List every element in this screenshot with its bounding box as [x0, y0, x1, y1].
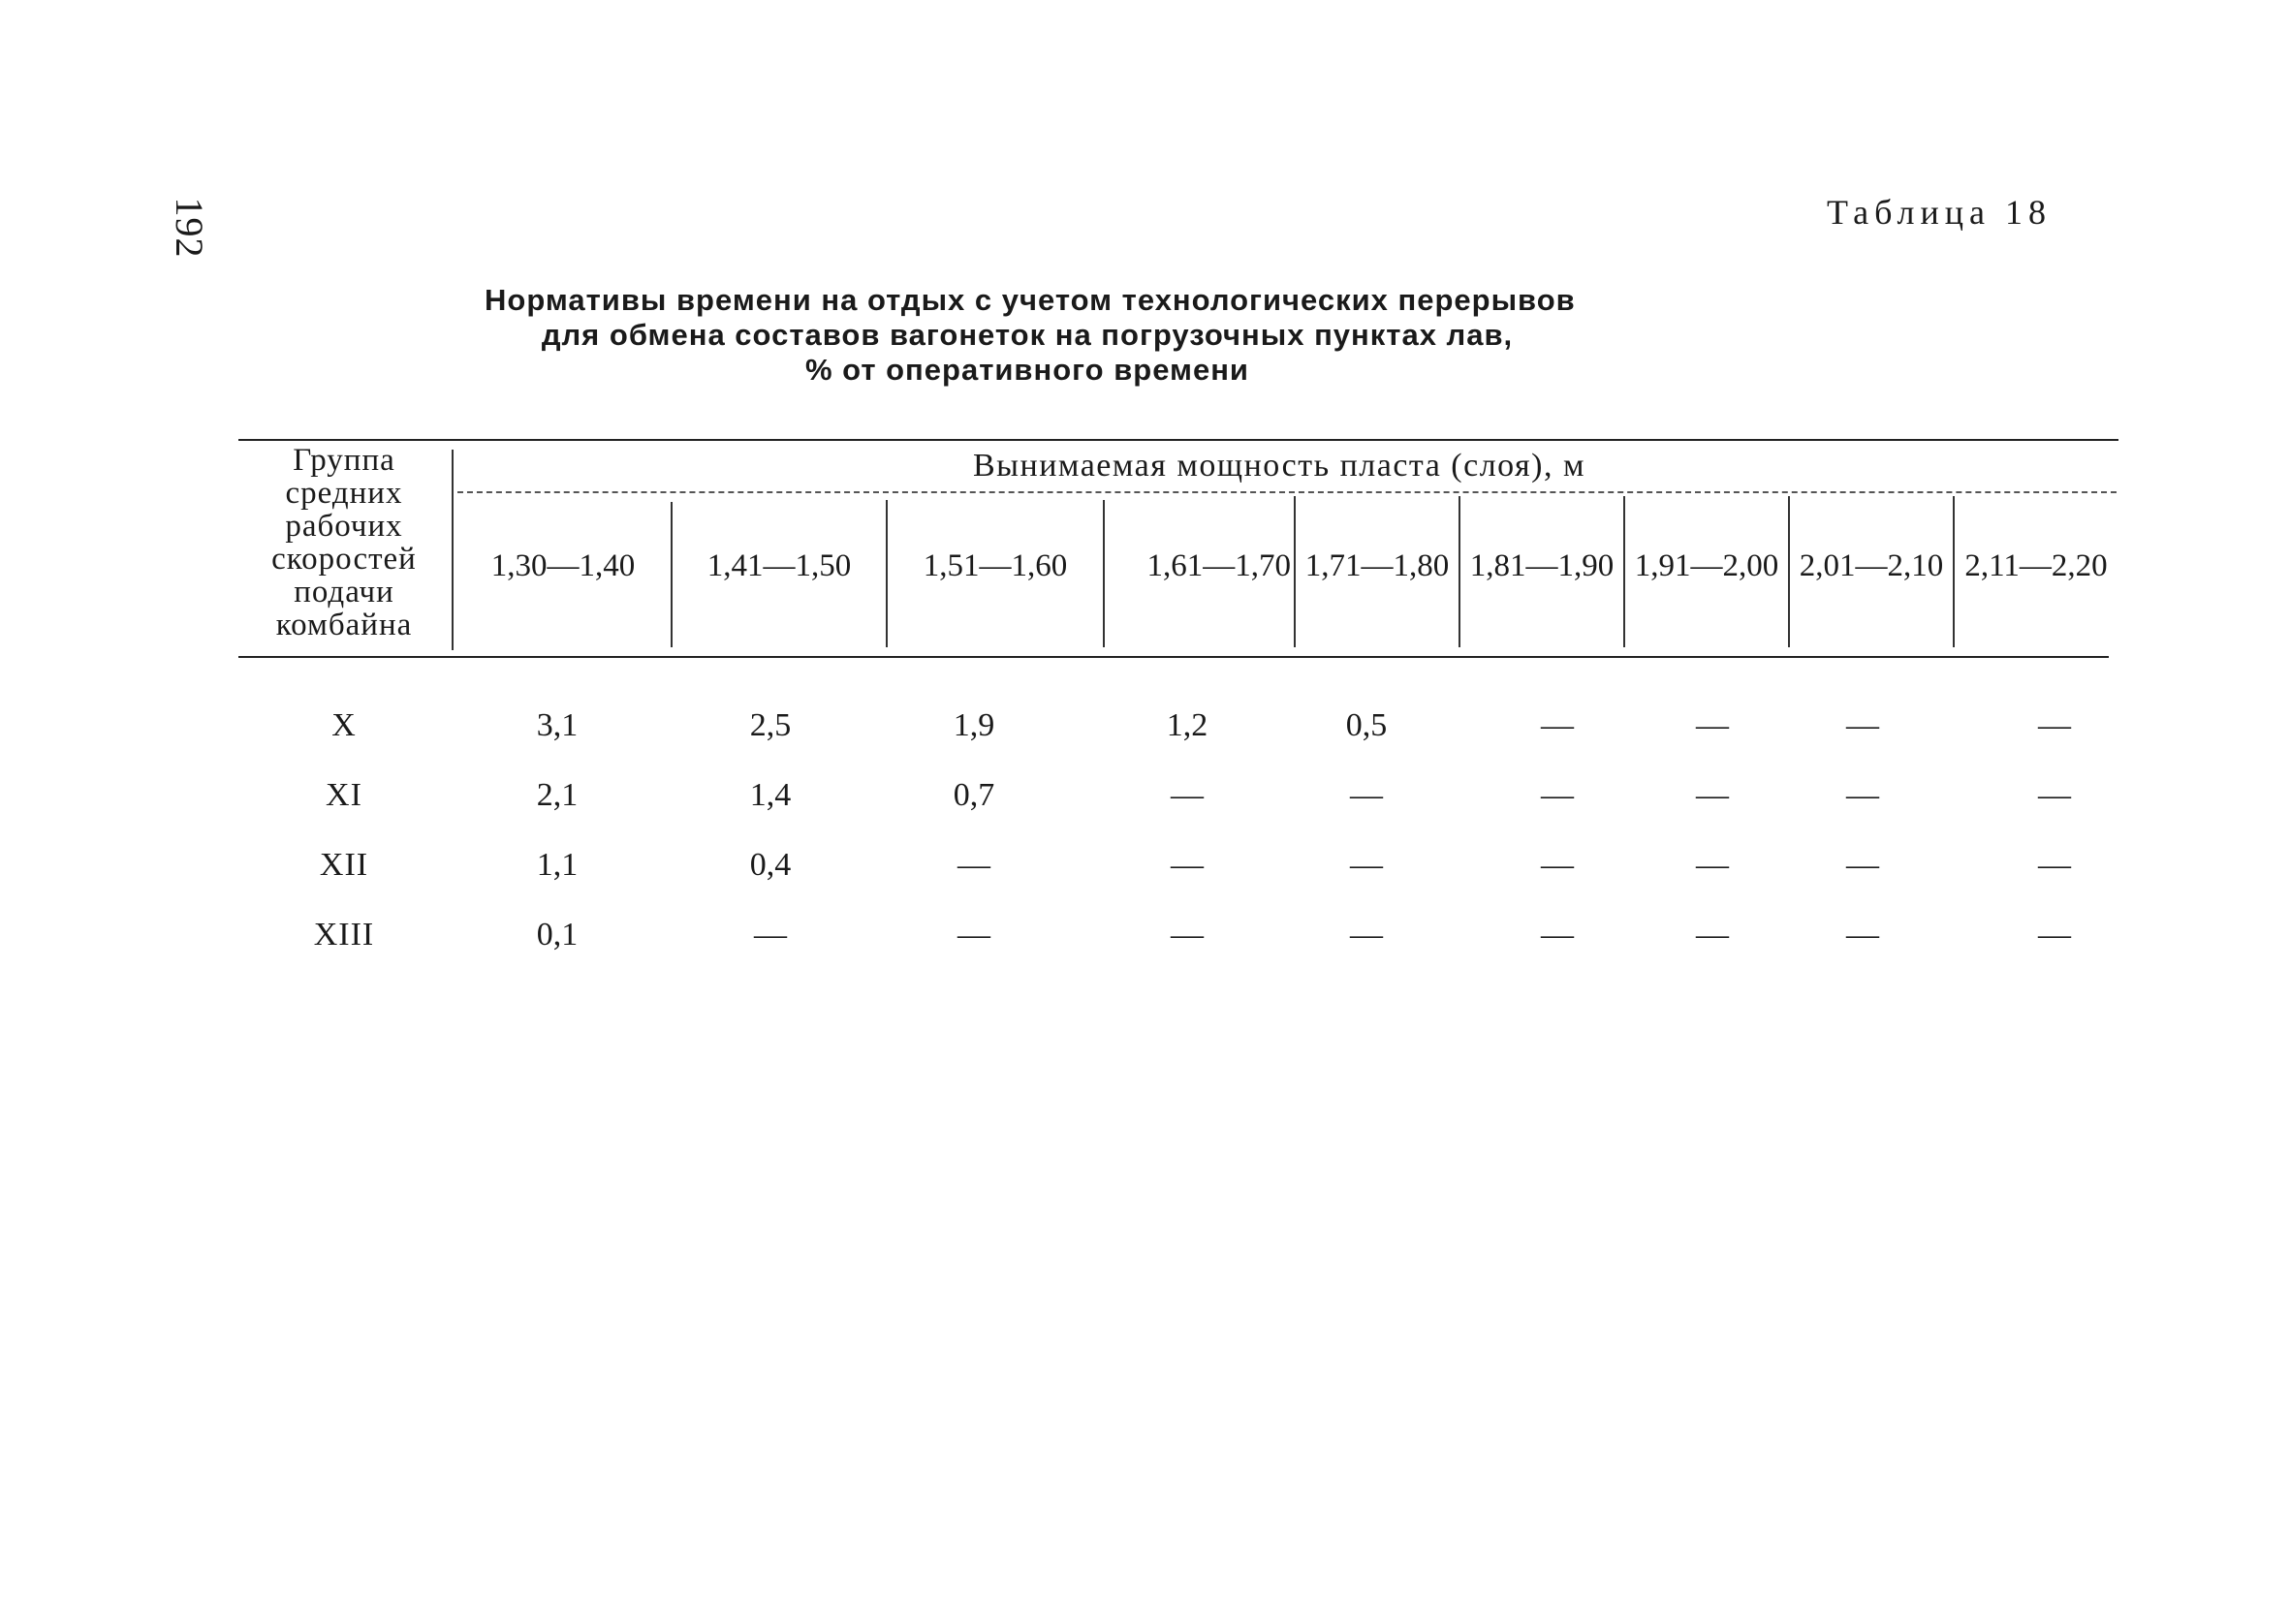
table-cell: — — [1846, 917, 1879, 953]
table-cell: — — [1541, 777, 1574, 813]
row-group-label: XIII — [313, 917, 375, 953]
column-header: 2,11—2,20 — [1964, 548, 2108, 583]
table-top-rule — [238, 439, 2118, 441]
row-group-label: XII — [319, 847, 369, 883]
table-cell: — — [1350, 777, 1383, 813]
table-cell: — — [1696, 777, 1729, 813]
col-divider-2 — [886, 500, 888, 647]
row-header-line: комбайна — [275, 608, 413, 642]
table-cell: — — [1696, 847, 1729, 883]
table-cell: — — [957, 847, 990, 883]
col-divider-8 — [1953, 496, 1955, 647]
table-cell: — — [2038, 777, 2071, 813]
table-cell: 0,4 — [749, 847, 792, 883]
row-header-line: подачи — [294, 575, 394, 609]
table-cell: 0,5 — [1345, 707, 1388, 743]
table-cell: 1,9 — [953, 707, 995, 743]
col-divider-1 — [671, 502, 673, 647]
row-group-label: X — [331, 707, 357, 743]
table-cell: 1,4 — [749, 777, 792, 813]
row-header-line: Группа — [293, 443, 395, 478]
table-cell: — — [1171, 917, 1204, 953]
table-cell: 2,1 — [536, 777, 579, 813]
col-divider-3 — [1103, 500, 1105, 647]
table-cell: — — [1350, 917, 1383, 953]
span-header-rule — [457, 491, 2117, 493]
column-header: 1,30—1,40 — [490, 548, 636, 583]
span-header: Вынимаемая мощность пласта (слоя), м — [973, 448, 1585, 484]
table-cell: — — [1696, 917, 1729, 953]
row-header-line: скоростей — [271, 542, 417, 577]
column-header: 1,71—1,80 — [1304, 548, 1450, 583]
column-header: 1,51—1,60 — [923, 548, 1068, 583]
title-line-3: % от оперативного времени — [804, 353, 1249, 387]
page-number: 192 — [168, 197, 211, 259]
row-header-line: рабочих — [285, 509, 403, 544]
column-header: 1,91—2,00 — [1634, 548, 1779, 583]
table-cell: 3,1 — [536, 707, 579, 743]
col-divider-4 — [1294, 496, 1296, 647]
header-bottom-rule — [238, 656, 2109, 658]
column-header: 1,41—1,50 — [706, 548, 852, 583]
table-cell: — — [1171, 777, 1204, 813]
table-cell: 1,1 — [536, 847, 579, 883]
column-header: 2,01—2,10 — [1799, 548, 1944, 583]
col-divider-6 — [1623, 496, 1625, 647]
table-cell: — — [1846, 847, 1879, 883]
table-cell: 1,2 — [1166, 707, 1208, 743]
table-cell: — — [1696, 707, 1729, 743]
table-cell: — — [1171, 847, 1204, 883]
table-title — [485, 283, 1576, 388]
table-cell: — — [1541, 917, 1574, 953]
table-cell: — — [1541, 847, 1574, 883]
table-cell: — — [1846, 707, 1879, 743]
table-cell: 0,7 — [953, 777, 995, 813]
table-cell: — — [957, 917, 990, 953]
table-cell: — — [2038, 917, 2071, 953]
table-cell: — — [1541, 707, 1574, 743]
table-cell: — — [1846, 777, 1879, 813]
column-header: 1,81—1,90 — [1469, 548, 1615, 583]
title-line-1: Нормативы времени на отдых с учетом технологических перерывов — [485, 283, 1576, 317]
title-line-2: для обмена составов вагонеток на погрузочных пунктах лав, — [541, 318, 1514, 352]
table-label: Таблица 18 — [1827, 193, 2052, 232]
row-header — [237, 444, 451, 641]
table-cell: 0,1 — [536, 917, 579, 953]
row-header-line: средних — [285, 476, 403, 511]
table-cell: — — [1350, 847, 1383, 883]
col-divider-7 — [1788, 496, 1790, 647]
column-header: 1,61—1,70 — [1146, 548, 1291, 583]
table-cell: — — [2038, 847, 2071, 883]
table-cell: 2,5 — [749, 707, 792, 743]
table-cell: — — [754, 917, 787, 953]
row-group-label: XI — [326, 777, 362, 813]
col-divider-5 — [1459, 496, 1460, 647]
row-header-divider — [452, 450, 454, 650]
table-cell: — — [2038, 707, 2071, 743]
